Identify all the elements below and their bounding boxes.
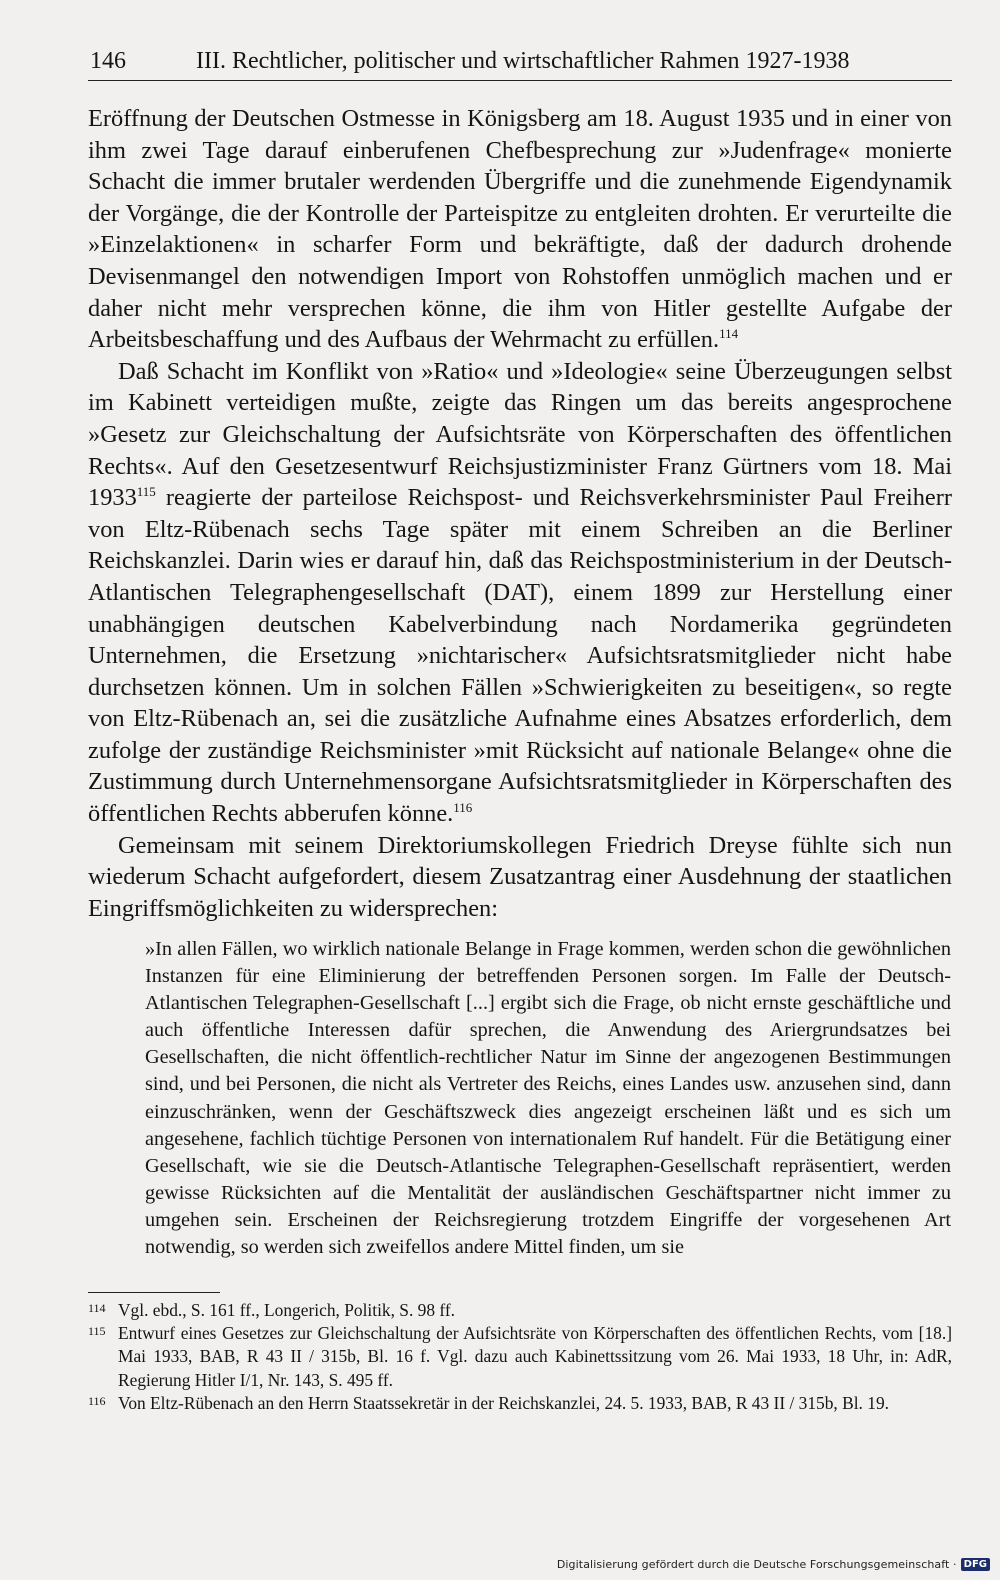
digitization-credit <box>557 1554 990 1574</box>
paragraph-text: reagierte der parteilose Reichspost- und Reichsverkehrsminister Paul Freiherr von Eltz-Rübenach sechs Tage später mit einem Schreiben an die Berliner Reichskanzlei. Darin wies er darauf hin, daß das Reichspostministerium in der Deutsch-Atlantischen Telegraphengesellschaft (DAT), einem 1899 zur Herstellung einer unabhängigen deutschen Kabelverbindung nach Nordamerika gegründeten Unternehmen, die Ersetzung »nichtarischer« Aufsichtsratsmitglieder nicht habe durchsetzen können. Um in solchen Fällen »Schwierigkeiten zu beseitigen«, so regte von Eltz-Rübenach an, sei die zusätzliche Aufnahme eines Absatzes erforderlich, dem zufolge der zuständige Reichsminister »mit Rücksicht auf nationale Belange« ohne die Zustimmung durch Unternehmensorgane Aufsichtsratsmitglieder in Körperschaften des öffentlichen Rechts abberufen könne. <box>88 484 952 828</box>
footnote-text: Von Eltz-Rübenach an den Herrn Staatssekretär in der Reichskanzlei, 24. 5. 1933, BAB, R 43 II / 315b, Bl. 19. <box>118 1392 889 1413</box>
paragraph <box>88 356 952 830</box>
footnote-number: 115 <box>88 1324 106 1339</box>
dfg-logo: DFG <box>961 1558 990 1571</box>
footnote-text: Entwurf eines Gesetzes zur Gleichschaltung der Aufsichtsräte von Körperschaften des öffentlichen Rechts, vom [18.] Mai 1933, BAB, R 43 II / 315b, Bl. 16 f. Vgl. dazu auch Kabinettssitzung vom 26. Mai 1933, 18 Uhr, in: AdR, Regierung Hitler I/1, Nr. 143, S. 495 ff. <box>118 1323 952 1390</box>
main-text <box>88 103 952 924</box>
page-number: 146 <box>90 48 126 74</box>
running-title: III. Rechtlicher, politischer und wirtschaftlicher Rahmen 1927-1938 <box>196 48 850 74</box>
footnote-reference: 114 <box>719 326 739 342</box>
paragraph-text: Eröffnung der Deutschen Ostmesse in Königsberg am 18. August 1935 und in einer von ihm zwei Tage darauf einberufenen Chefbesprechung zur »Judenfrage« monierte Schacht die immer brutaler werdenden Übergriffe und die zunehmende Eigendynamik der Vorgänge, die der Kontrolle der Parteispitze zu entgleiten drohten. Er verurteilte die »Einzelaktionen« in scharfer Form und bekräftigte, daß der dadurch drohende Devisenmangel den notwendigen Import von Rohstoffen unmöglich machen und er daher nicht mehr versprechen könne, die ihm von Hitler gestellte Aufgabe der Arbeitsbeschaffung und des Aufbaus der Wehrmacht zu erfüllen. <box>88 105 952 354</box>
footnote <box>88 1322 952 1392</box>
footnote-reference: 116 <box>453 800 473 816</box>
paragraph-text: Daß Schacht im Konflikt von »Ratio« und »Ideologie« seine Überzeugungen selbst im Kabinett verteidigen mußte, zeigte das Ringen um das bereits angesprochene »Gesetz zur Gleichschaltung der Aufsichtsräte von Körperschaften des öffentlichen Rechts«. Auf den Gesetzesentwurf Reichsjustizminister Franz Gürtners vom 18. Mai 1933 <box>88 357 952 512</box>
footnote <box>88 1299 952 1322</box>
paragraph-text: Gemeinsam mit seinem Direktoriumskollegen Friedrich Dreyse fühlte sich nun wiederum Schacht aufgefordert, diesem Zusatzantrag einer Ausdehnung der staatlichen Eingriffsmöglichkeiten zu widersprechen: <box>88 831 952 922</box>
footnote <box>88 1392 952 1415</box>
footnote-divider <box>88 1292 220 1293</box>
footnote-number: 116 <box>88 1393 106 1408</box>
running-header <box>88 44 952 81</box>
footnotes <box>88 1299 952 1415</box>
quote-text: »In allen Fällen, wo wirklich nationale Belange in Frage kommen, werden schon die gewöhnlichen Instanzen für eine Eliminierung der betreffenden Personen sorgen. Im Falle der Deutsch-Atlantischen Telegraphen-Gesellschaft [...] ergibt sich die Frage, ob nicht ernste geschäftliche und auch öffentliche Interessen dafür sprechen, die Anwendung des Ariergrundsatzes bei Gesellschaften, die nicht öffentlich-rechtlicher Natur im Sinne der angezogenen Bestimmungen sind, und bei Personen, die nicht als Vertreter des Reichs, eines Landes usw. anzusehen sind, dann einzuschränken, wenn der Geschäftszweck dies angezeigt erscheinen läßt und es sich um angesehene, fachlich tüchtige Personen von internationalem Ruf handelt. Für die Betätigung einer Gesellschaft, wie sie die Deutsch-Atlantische Telegraphen-Gesellschaft repräsentiert, werden gewisse Rücksichten auf die Mentalität der ausländischen Geschäftspartner nicht immer zu umgehen sein. Erscheinen der Reichsregierung trotzdem Eingriffe der vorgesehenen Art notwendig, so werden sich zweifellos andere Mittel finden, um sie <box>145 938 951 1259</box>
paragraph <box>88 103 952 356</box>
footnote-reference: 115 <box>136 484 156 500</box>
block-quote <box>145 936 951 1261</box>
footnote-number: 114 <box>88 1301 106 1315</box>
paragraph <box>88 830 952 925</box>
footnote-text: Vgl. ebd., S. 161 ff., Longerich, Politik, S. 98 ff. <box>118 1300 456 1320</box>
credit-text: Digitalisierung gefördert durch die Deutsche Forschungsgemeinschaft · <box>556 1557 957 1571</box>
